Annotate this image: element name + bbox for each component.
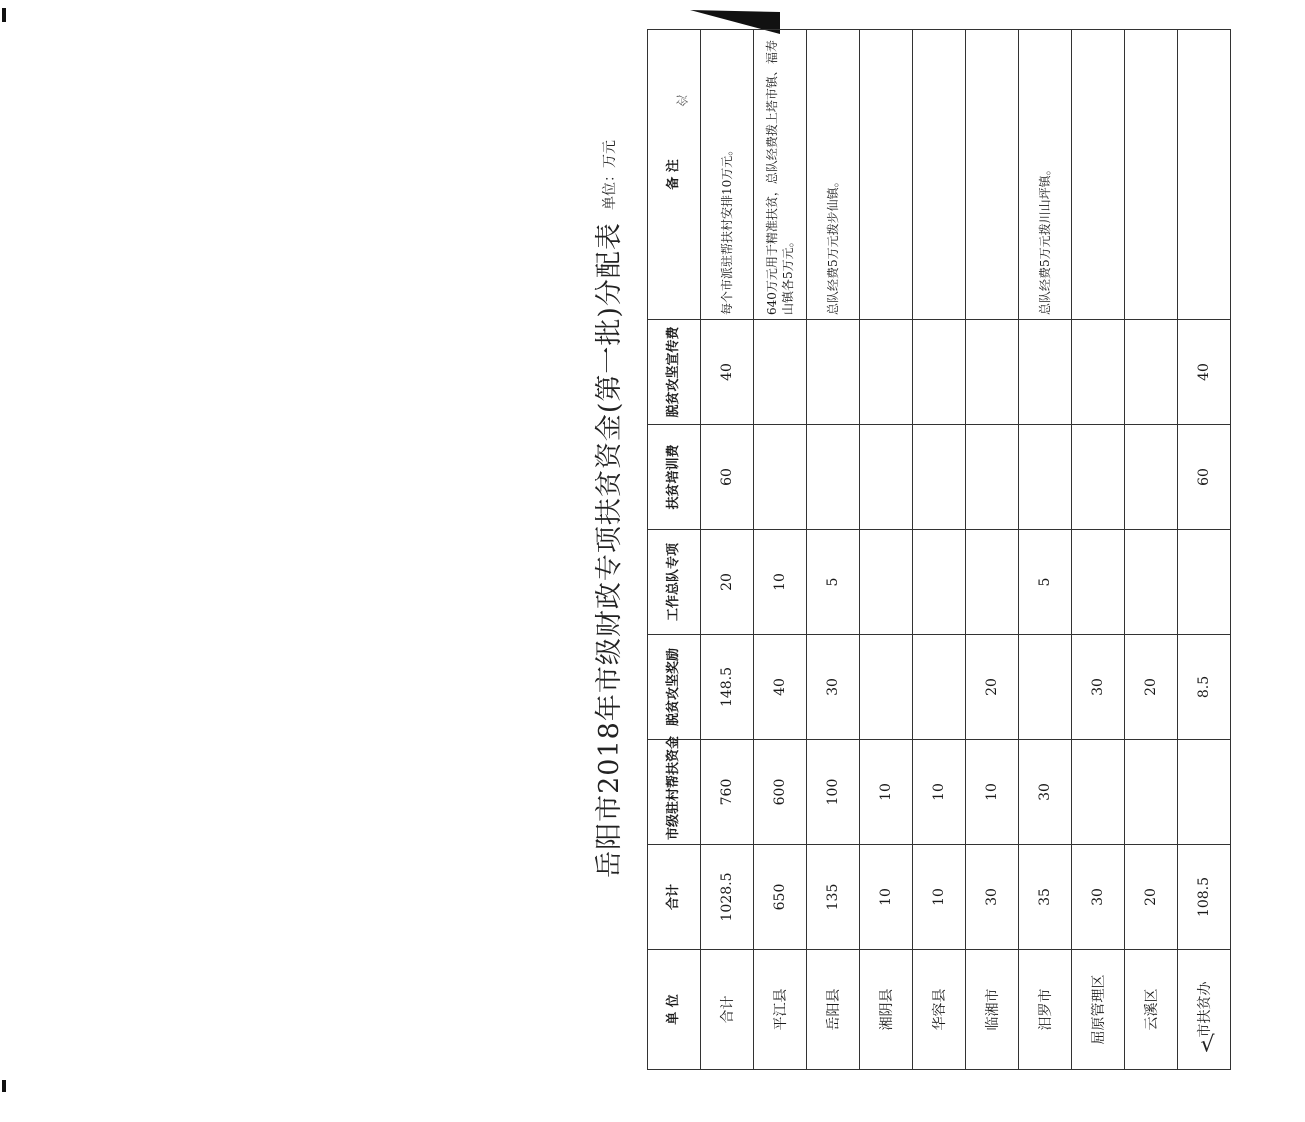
cell-village: 10 (913, 740, 966, 845)
cell-training: 60 (1178, 425, 1231, 530)
header-reward: 脱贫攻坚奖励 (648, 635, 701, 740)
table-row (1178, 30, 1231, 1070)
cell-team (1072, 530, 1125, 635)
cell-village (1178, 740, 1231, 845)
cell-note (1178, 30, 1231, 320)
cell-total: 135 (807, 845, 860, 950)
cell-team: 20 (701, 530, 754, 635)
cell-training (860, 425, 913, 530)
cell-village: 10 (966, 740, 1019, 845)
cell-publicity (966, 320, 1019, 425)
cell-unit: 湘阴县 (860, 950, 913, 1070)
cell-reward: 30 (1072, 635, 1125, 740)
cell-training (1019, 425, 1072, 530)
cell-total: 650 (754, 845, 807, 950)
cell-training (913, 425, 966, 530)
table-row (754, 30, 807, 1070)
cell-village (1072, 740, 1125, 845)
cell-village: 10 (860, 740, 913, 845)
cell-reward (860, 635, 913, 740)
cell-reward: 8.5 (1178, 635, 1231, 740)
cell-training (1072, 425, 1125, 530)
cell-reward: 148.5 (701, 635, 754, 740)
cell-unit: 汨罗市 (1019, 950, 1072, 1070)
cell-team: 5 (807, 530, 860, 635)
cell-unit: 平江县 (754, 950, 807, 1070)
table-row (1019, 30, 1072, 1070)
allocation-table (647, 29, 1231, 1070)
cell-note (913, 30, 966, 320)
cell-team (913, 530, 966, 635)
cell-total: 10 (860, 845, 913, 950)
cell-team (860, 530, 913, 635)
cell-unit: 华容县 (913, 950, 966, 1070)
cell-publicity (1019, 320, 1072, 425)
cell-village (1125, 740, 1178, 845)
cell-training: 60 (701, 425, 754, 530)
cell-village: 30 (1019, 740, 1072, 845)
cell-unit: 屈原管理区 (1072, 950, 1125, 1070)
cell-reward: 40 (754, 635, 807, 740)
cell-unit: 云溪区 (1125, 950, 1178, 1070)
table-row (701, 30, 754, 1070)
cell-total: 30 (966, 845, 1019, 950)
cell-note: 总队经费5万元拨川山坪镇。 (1019, 30, 1072, 320)
header-publicity: 脱贫攻坚宣传费 (648, 320, 701, 425)
cell-publicity (807, 320, 860, 425)
cell-reward: 30 (807, 635, 860, 740)
document-title: 岳阳市2018年市级财政专项扶贫资金(第一批)分配表 (594, 222, 625, 878)
cell-total: 10 (913, 845, 966, 950)
cell-total: 1028.5 (701, 845, 754, 950)
cell-team: 5 (1019, 530, 1072, 635)
unit-label: 单位：万元 (602, 140, 618, 210)
cell-reward: 20 (966, 635, 1019, 740)
cell-publicity (860, 320, 913, 425)
header-training: 扶贫培训费 (648, 425, 701, 530)
cell-team (1125, 530, 1178, 635)
table-row (966, 30, 1019, 1070)
cell-publicity (1072, 320, 1125, 425)
cell-training (1125, 425, 1178, 530)
cell-reward (913, 635, 966, 740)
cell-team (1178, 530, 1231, 635)
header-village: 市级驻村帮扶资金 (648, 740, 701, 845)
table-row (860, 30, 913, 1070)
table-row (1072, 30, 1125, 1070)
cell-note (966, 30, 1019, 320)
table-row (807, 30, 860, 1070)
cell-note (1125, 30, 1178, 320)
cell-publicity (754, 320, 807, 425)
header-unit: 单 位 (648, 950, 701, 1070)
cell-reward (1019, 635, 1072, 740)
cell-training (966, 425, 1019, 530)
cell-note (860, 30, 913, 320)
cell-note: 每个市派驻帮扶村安排10万元。 (701, 30, 754, 320)
cell-publicity: 40 (1178, 320, 1231, 425)
table-row (1125, 30, 1178, 1070)
cell-note: 640万元用于精准扶贫，总队经费拨上塔市镇、福寿山镇各5万元。 (754, 30, 807, 320)
cell-training (754, 425, 807, 530)
cell-publicity: 40 (701, 320, 754, 425)
cell-team (966, 530, 1019, 635)
cell-note: 总队经费5万元拨步仙镇。 (807, 30, 860, 320)
rotated-document (585, 30, 1305, 1070)
cell-training (807, 425, 860, 530)
scan-edge-mark-bottom (2, 1080, 6, 1092)
header-team: 工作总队专项 (648, 530, 701, 635)
cell-reward: 20 (1125, 635, 1178, 740)
cell-publicity (913, 320, 966, 425)
handwritten-check-mark: √ (1200, 1032, 1215, 1058)
scan-edge-mark-top (2, 8, 6, 22)
cell-total: 30 (1072, 845, 1125, 950)
cell-total: 108.5 (1178, 845, 1231, 950)
cell-village: 600 (754, 740, 807, 845)
cell-unit: 市扶贫办 (1178, 950, 1231, 1070)
cell-unit: 岳阳县 (807, 950, 860, 1070)
cell-unit: 合计 (701, 950, 754, 1070)
header-note: 备 注 (648, 30, 701, 320)
cell-village: 760 (701, 740, 754, 845)
cell-unit: 临湘市 (966, 950, 1019, 1070)
cell-team: 10 (754, 530, 807, 635)
header-total: 合计 (648, 845, 701, 950)
table-header-row (648, 30, 701, 1070)
cell-note (1072, 30, 1125, 320)
table-row (913, 30, 966, 1070)
cell-publicity (1125, 320, 1178, 425)
cell-total: 35 (1019, 845, 1072, 950)
corner-mark: 冷 (674, 94, 689, 107)
cell-total: 20 (1125, 845, 1178, 950)
cell-village: 100 (807, 740, 860, 845)
